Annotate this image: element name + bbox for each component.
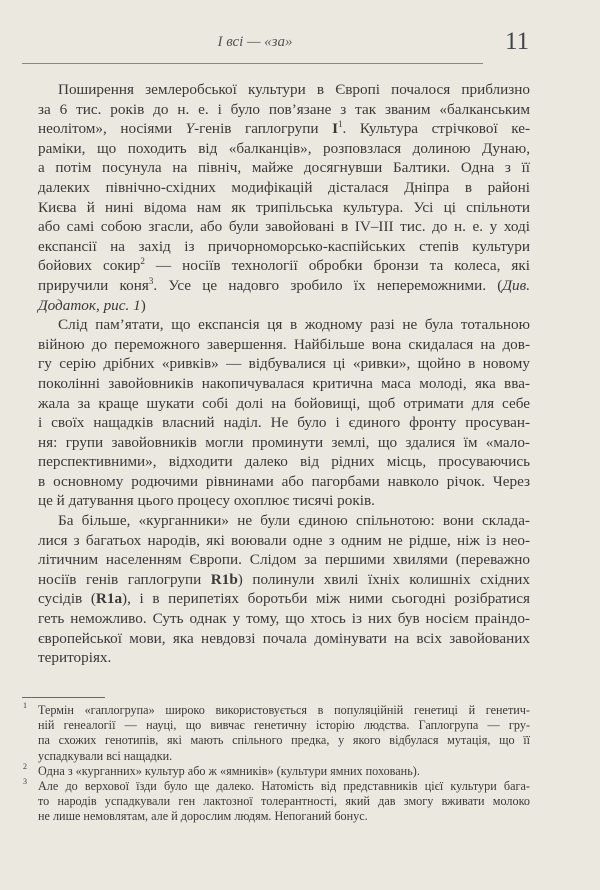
text-line (38, 178, 530, 198)
text-segment: літичним населенням Європи. Слідом за першими хвилями (переважно (38, 551, 530, 569)
text-line (38, 648, 530, 668)
text-segment: або самі собою згасли, або були завойовані в IV–III тис. до н. е. у ході (38, 218, 530, 236)
text-line (38, 335, 530, 355)
text-segment: в основному родючими рівнинами або пагорбами навколо річок. Через (38, 472, 530, 490)
text-line (38, 374, 530, 394)
footnote-marker: 1 (23, 701, 27, 710)
text-segment: ) полинули хвилі їхніх колишніх східних (237, 570, 531, 588)
text-segment: ), і в перипетіях боротьби між ними сьогодні розібратися (122, 590, 531, 608)
text-segment: експансії на захід із причорноморсько-каспійських степів культури (38, 237, 530, 255)
text-line (38, 100, 530, 120)
footnote-line: не лише немовлятам, але й дорослим людям. Непоганий бонус. (38, 809, 368, 824)
text-line (38, 139, 530, 159)
text-segment: Ба більше, «курганники» не були єдиною спільнотою: вони склада- (58, 512, 530, 530)
text-line (38, 198, 530, 218)
text-line (38, 217, 530, 237)
text-segment: гу серію дрібних «ривків» — відбувалися ці «ривки», щойно в новому (38, 355, 530, 373)
text-line (38, 158, 530, 178)
text-segment: R1b (210, 570, 238, 588)
text-line (38, 80, 530, 100)
text-line (38, 394, 530, 414)
text-line (38, 609, 530, 629)
text-segment: і своїх нащадків власний наділ. Не було і єдиного фронту просуван- (38, 414, 530, 432)
text-line (38, 315, 530, 335)
text-line (38, 276, 530, 296)
footnote-reference: 3 (148, 275, 154, 286)
text-segment: лися з багатьох народів, які воювали одне з одним не рідше, ніж із нео- (38, 531, 530, 549)
text-segment: . Культура стрічкової ке- (342, 120, 530, 138)
paragraph (38, 511, 530, 668)
footnote-line: па схожих генотипів, які мають спільного предка, у якого відбулася мутація, що її (38, 733, 530, 748)
text-segment: Додаток, рис. 1 (38, 296, 141, 314)
text-segment: — носіїв технології обробки бронзи та колеса, які (144, 257, 530, 275)
text-segment: Поширення землеробської культури в Європі почалося приблизно (58, 81, 530, 98)
text-segment: перспективними», відходити далеко від рідних місць, просуваючись (38, 453, 530, 471)
text-line (38, 413, 530, 433)
page-number: 11 (505, 28, 530, 55)
text-segment: I (332, 120, 338, 138)
text-segment: Києва й нині відома нам як трипільська культура. Усі ці спільноти (38, 198, 530, 216)
text-line (38, 511, 530, 531)
text-line (38, 433, 530, 453)
text-segment: ) (140, 296, 146, 314)
footnote-reference: 1 (338, 119, 343, 130)
running-title: І всі — «за» (217, 34, 293, 50)
main-text (38, 80, 530, 668)
text-segment: ня: групи завойовників могли проминути землі, що здалися їм «мало- (38, 433, 530, 451)
text-line (38, 256, 530, 276)
text-line (38, 296, 530, 316)
text-segment: європейської мови, яка невдовзі почала домінувати на всіх завойованих (38, 629, 530, 647)
footnote (23, 701, 530, 764)
footnote-line: Одна з «курганних» культур або ж «ямників» (культури ямних поховань). (38, 763, 420, 778)
footnote-line: то народів успадкували ген лактозної толерантності, який дав змогу вживати молоко (38, 794, 530, 809)
text-segment: а потім посунула на північ, майже досягнувши Балтики. Одна з її (38, 159, 530, 177)
footnote (23, 776, 530, 825)
text-segment: Слід пам’ятати, що експансія ця в жодному разі не була тотальною (58, 316, 530, 334)
text-segment: сусідів ( (38, 590, 96, 608)
footnote-line: ній генеалогії — науці, що вивчає генетичну історію людства. Гаплогрупа — гру- (38, 718, 530, 733)
footnote-line: успадкували всі нащадки. (38, 748, 173, 763)
text-segment: це й датування цього процесу охоплює тисячі років. (38, 492, 375, 510)
text-segment: війною до переможного завершення. Найбільше вона скидалася на дов- (38, 335, 530, 353)
text-segment: за 6 тис. років до н. е. і було пов’язане з так званим «балканським (38, 100, 530, 118)
text-line (38, 452, 530, 472)
text-line (38, 472, 530, 492)
text-line (38, 550, 530, 570)
text-segment: раміки, що походить від «балканців», розповзлася долиною Дунаю, (38, 139, 530, 157)
text-segment: територіях. (38, 649, 112, 667)
text-line (38, 119, 530, 139)
footnote-marker: 3 (23, 776, 27, 786)
text-segment: Див. (502, 276, 530, 294)
text-segment: неолітом», носіями (38, 120, 186, 138)
footnote-line: Але до верхової їзди було ще далеко. Натомість від представників цієї культури бага- (38, 778, 530, 793)
text-segment: носіїв генів гаплогрупи (38, 570, 211, 588)
paragraph (38, 80, 530, 315)
text-segment: поколінні завойовників накопичувалася критична маса молоді, яка вва- (38, 374, 530, 392)
paragraph (38, 315, 530, 511)
text-line (38, 531, 530, 551)
text-line (38, 237, 530, 257)
text-line (38, 589, 530, 609)
text-segment: далеких північно-східних модифікацій дісталася Дніпра в районі (38, 178, 530, 196)
footnote (23, 761, 530, 779)
text-line (38, 570, 530, 590)
text-line (38, 491, 530, 511)
text-segment: бойових сокир (38, 257, 141, 275)
text-segment: R1a (95, 590, 123, 608)
text-segment: приручили коня (38, 276, 149, 294)
footnote-divider (22, 697, 105, 698)
text-segment: . Усе це надовго зробило їх непереможними. ( (153, 276, 503, 294)
text-line (38, 629, 530, 649)
text-segment: жала за краще шукати собі долі на бойовищі, щоб отримати для себе (38, 394, 530, 412)
header-divider (22, 63, 483, 64)
footnote-reference: 2 (140, 256, 145, 267)
text-segment: -генів гаплогрупи (194, 120, 333, 138)
text-line (38, 354, 530, 374)
footnote-line: Термін «гаплогрупа» широко використовується в популяційній генетиці й генетич- (38, 703, 530, 717)
text-segment: Y (185, 120, 195, 138)
footnotes (23, 701, 530, 825)
page-header (0, 0, 600, 70)
text-segment: геть неможливо. Суть однак у тому, що хтось із них був носієм праіндо- (38, 610, 530, 628)
footnote-marker: 2 (23, 761, 27, 771)
